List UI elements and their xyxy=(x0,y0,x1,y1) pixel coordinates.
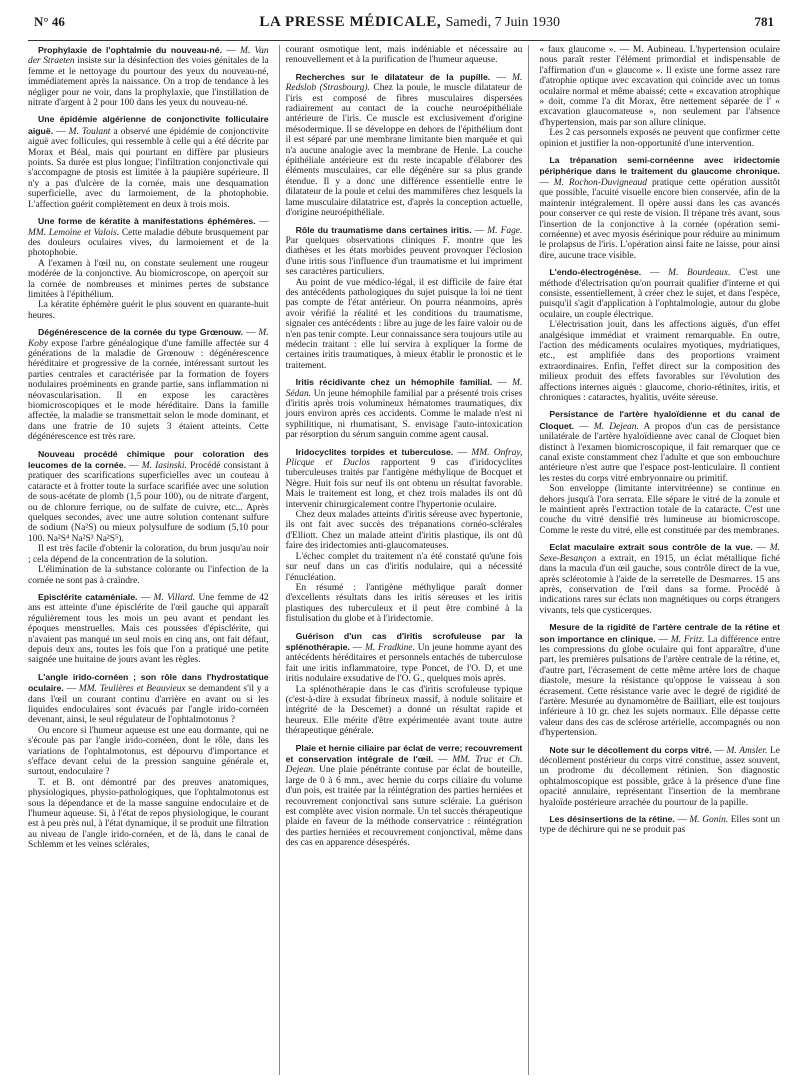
article-paragraph xyxy=(286,510,523,552)
paragraph-text: rapportent 9 cas d'iridocyclites tuberculeuses traités par l'antigène méthylique de Bocquet et Nègre. Huit fois sur neuf ils ont obtenu un résultat favorable. Mais le traitement est long, et chez trois malades ils ont dû intervenir chirurgicalement contre l'hypertonie oculaire. xyxy=(285,458,523,510)
article-title: Episclérite cataméniale. xyxy=(38,591,138,602)
paragraph-text: T. et B. ont démontré par des preuves anatomiques, physiologiques, physio-pathologiques, que l'ophtalmotonus est sous la dépendance et de la masse sanguine endoculaire et de l'humeur aqueuse. Si, à l'état de repos physiologique, le courant est à peu près nul, à l'état dynamique, il se produit une filtration au niveau de l'angle irido-cornéen, et de là, dans le canal de Schlemm et les veines sclérales, xyxy=(28,777,269,851)
paragraph-text: Une femme de 42 ans est atteinte d'une épisclérite de l'œil gauche qui apparaît régulièrement tous les mois un peu avant et pendant les époques menstruelles. Mais ces poussées d'épisclérite, qui n'avaient pas manqué un seul mois en cinq ans, ont fait défaut, depuis deux ans, toutes les fois que l'on a pratiqué une petite saignée une huitaine de jours avant les règles. xyxy=(28,592,269,666)
article-author: M. Koby xyxy=(28,328,269,349)
issue-date: Samedi, 7 Juin 1930 xyxy=(445,15,560,30)
article-section xyxy=(28,114,269,210)
article-paragraph xyxy=(286,552,523,583)
column-2 xyxy=(279,45,530,1075)
article-title: Note sur le décollement du corps vitré. xyxy=(549,744,712,755)
article-paragraph xyxy=(28,565,269,586)
paragraph-text: Un jeune hémophile familial par a présenté trois crises d'iritis après trois volumineux hématomes traumatiques, dix jours environ après ces accidents. Comme le malade n'est ni syphilitique, ni rhumatisant, S. envisage l'auto-intoxication par résorption du sérum sanguin comme agent causal. xyxy=(285,388,523,441)
paragraph-text: Un jeune homme ayant des antécédents héréditaires et personnels entachés de tuberculose fait une iritis inflammatoire, type Poncet, de l'O. D, et une iritis nodulaire exsudative de l'O. G., quelques mois après. xyxy=(285,642,523,685)
article-title: Prophylaxie de l'ophtalmie du nouveau-né. xyxy=(38,45,222,55)
article-title: Guérison d'un cas d'iritis scrofuleuse par la splénothérapie. xyxy=(285,630,523,652)
article-paragraph xyxy=(539,128,780,149)
article-author: M. Rochon-Duvigneaud xyxy=(553,177,647,188)
paragraph-text: Les 2 cas personnels exposés ne peuvent que confirmer cette opinion et justifier la non-opportunité d'une intervention. xyxy=(539,128,780,149)
article-title: Rôle du traumatisme dans certaines iritis. xyxy=(295,224,472,235)
article-section xyxy=(539,814,780,836)
article-paragraph: La trépanation semi-cornéenne avec iridectomie périphérique dans le traitement du glaucome chronique. — M. Rochon-Duvigneaud pratique cette opération aussitôt que possible, l'acuité visuelle encore bien conservée, afin de la maintenir intégralement. Il opère aussi dans les cas avancés pour conserver ce qui reste de vision. Il trépane très avant, sous l'insertion de la conjonctive à la cornée (opération semi-cornéenne) et avec myosis ésérinique pour réduire au minimum le prolapsus de l'iris. L'opération ainsi faite ne laisse, pour ainsi dire, aucune trace visible. xyxy=(539,155,780,261)
paragraph-text: a extrait, en 1915, un éclat métallique fiché dans la macula d'un œil gauche, sous contrôle direct de la vue, après sclérotomie à l'aide de la serretelle de Desmarres. 15 ans après, conservation de l'œil dans sa forme. Procédé à indications rares sur éclats non magnétiques ou corps étrangers vivants, tels que cysticerques. xyxy=(539,553,780,616)
paragraph-text: pratique cette opération aussitôt que possible, l'acuité visuelle encore bien conservée, afin de la maintenir intégralement. Il opère aussi dans les cas avancés pour conserver ce qui reste de vision. Il trépane très avant, sous l'insertion de la conjonctive à la cornée (opération semi-cornéenne) et avec myosis ésérinique pour réduire au minimum le prolapsus de l'iris. L'opération ainsi faite ne laisse, pour ainsi dire, aucune trace visible. xyxy=(539,177,780,261)
article-author: M. Fritz. xyxy=(670,634,705,645)
article-paragraph xyxy=(539,320,780,403)
article-section xyxy=(28,449,269,586)
article-title: Eclat maculaire extrait sous contrôle de la vue. xyxy=(549,542,753,553)
article-section xyxy=(28,327,269,442)
article-paragraph: Episclérite cataméniale. — M. Villard. Une femme de 42 ans est atteinte d'une épisclérite de l'œil gauche qui apparaît régulièrement tous les mois un peu avant et pendant les époques menstruelles. Mais ces poussées d'épisclérite, qui n'avaient pas manqué un seul mois en cinq ans, ont fait défaut, depuis deux ans, toutes les fois que l'on a pratiqué une petite saignée une huitaine de jours avant les règles. xyxy=(28,591,269,666)
article-paragraph xyxy=(539,45,780,128)
article-author: M. Fradkine. xyxy=(364,642,415,653)
paragraph-text: Elles sont un type de déchirure qui ne se produit pas xyxy=(539,815,780,836)
article-title: Les désinsertions de la rétine. xyxy=(549,814,675,825)
article-author: M. Sédan. xyxy=(285,378,523,399)
paragraph-text: A propos d'un cas de persistance unilatérale de l'artère hyaloïdienne avec canal de Cloquet bien distinct à l'examen biomicroscopique, il fait remarquer que ce canal existe constamment chez l'adulte et que son embouchure antérieure n'est autre que l'espace post-lenticulaire. Il contient les restes du corps vitré embryonnaire ou primitif. xyxy=(539,421,780,484)
article-author: MM. Lemoine et Valois. xyxy=(28,227,120,238)
article-paragraph: Iritis récidivante chez un hémophile familial. — M. Sédan. Un jeune hémophile familial par a présenté trois crises d'iritis après trois volumineux hématomes traumatiques, dix jours environ après ces accidents. Comme le malade n'est ni syphilitique, ni rhumatisant, S. envisage l'auto-intoxication par résorption du sérum sanguin comme agent causal. xyxy=(285,377,523,441)
paragraph-text: La splénothérapie dans le cas d'iritis scrofuleuse typique (c'est-à-dire à exsudat fibrineux massif, à nodule solitaire et intégrité de la Descemet) a donné un résultat rapide et heureux. Elle mérite d'être expérimentée avant toute autre thérapeutique générale. xyxy=(285,684,523,737)
paragraph-text: a observé une épidémie de conjonctivite aiguë avec follicules, qui ressemble à celle qui a été décrite par Morax et Béal, mais qui pourtant en diffère par plusieurs points. Sa durée est plus longue; l'infiltration conjonctivale qui s'accompagne de ptosis est limitée à la paupière supérieure. Il n'y a pas d'ulcère de la cornée, mais une desquamation superficielle, avec du larmoiement, de la photophobie. L'affection guérit complètement en deux à trois mois. xyxy=(28,126,269,210)
paragraph-text: Il est très facile d'obtenir la coloration, du brun jusqu'au noir ; cela dépend de la concentration de la solution. xyxy=(28,544,269,565)
paragraph-text: La différence entre les compressions du globe oculaire qui font apparaître, d'une part, les premières pulsations de l'artère centrale de la rétine, et, d'autre part, l'écrasement de cette même artère lors de chaque diastole, mesure la résistance qu'oppose le vaisseau à son écrasement. Cette résistance varie avec le degré de rigidité de l'artère. Mesurée au dynamomètre de Bailliart, elle est toujours inférieure à 10 gr. chez les sujets normaux. Elle dépasse cette valeur dans des cas de sclérose artérielle, accompagnés ou non d'hypertension. xyxy=(539,634,780,739)
paragraph-text: La kératite éphémère guérit le plus souvent en quarante-huit heures. xyxy=(28,300,269,321)
article-section xyxy=(28,45,269,108)
article-title: Une forme de kératite à manifestations éphémères. xyxy=(38,216,256,227)
article-paragraph: Note sur le décollement du corps vitré. — M. Amsler. Le décollement postérieur du corps vitré constitue, assez souvent, un prodrome du décollement rétinien. Son diagnostic ophtalmoscopique est possible, grâce à la présence d'une fine opacité annulaire, représentant l'insertion de la membrane hyaloïde postérieure arrachée du pourtour de la papille. xyxy=(539,744,780,808)
article-paragraph xyxy=(286,583,523,625)
paragraph-text: expose l'arbre généalogique d'une famille affectée sur 4 générations de la maladie de Grœnouw : dégénérescence héréditaire et progressive de la cornée, intéressant surtout les parties centrales et caractérisée par la formation de foyers nodulaires proéminents en grande partie, sans inflammation ni néovascularisation. Il en expose les caractères biomicroscopiques et le mode héréditaire. Dans la famille affectée, la maladie se transmettait selon le mode dominant, et dans une fratrie de 10 sujets 3 étaient atteints. Cette dégénérescence est très rare. xyxy=(28,338,269,443)
article-section xyxy=(539,155,780,261)
article-paragraph: Eclat maculaire extrait sous contrôle de la vue. — M. Sexe-Besançon a extrait, en 1915, un éclat métallique fiché dans la macula d'un œil gauche, sous contrôle direct de la vue, après sclérotomie à l'aide de la serretelle de Desmarres. 15 ans après, conservation de l'œil dans sa forme. Procédé à indications rares sur éclats non magnétiques ou corps étrangers vivants, tels que cysticerques. xyxy=(539,542,780,616)
article-section xyxy=(286,45,523,66)
article-section xyxy=(539,409,780,536)
paragraph-text: En résumé : l'antigène méthylique paraît donner d'excellents résultats dans les iritis séreuses et les iritis plastiques des tuberculeux et il peut être combiné à la fistulisation du globe et à l'iridectomie. xyxy=(285,582,523,625)
column-1 xyxy=(28,45,269,1075)
article-paragraph: Plaie et hernie ciliaire par éclat de verre; recouvrement et conservation intégrale de l'œil. — MM. Truc et Ch. Dejean. Une plaie pénétrante contuse par éclat de bouteille, large de 0 à 6 mm., avec hernie du corps ciliaire du volume d'un pois, est traitée par la réintégration des parties herniées et recouvrement conjonctival sans suture scléraie. La guérison est complète avec vision normale. Un tel succès thérapeutique plaide en faveur de la méthode conservatrice : réintégration des parties herniées et recouvrement conjonctival, même dans des cas en apparence désespérés. xyxy=(285,742,523,849)
journal-title: LA PRESSE MÉDICALE, xyxy=(259,14,442,30)
article-title: La trépanation semi-cornéenne avec iridectomie périphérique dans le traitement du glaucome chronique. xyxy=(539,155,780,177)
article-paragraph xyxy=(28,544,269,565)
article-paragraph: Les désinsertions de la rétine. — M. Gonin. Elles sont un type de déchirure qui ne se produit pas xyxy=(539,814,780,836)
article-title: Iritis récidivante chez un hémophile familial. xyxy=(295,377,493,388)
article-title: Mesure de la rigidité de l'artère centrale de la rétine et son importance en clinique. xyxy=(539,622,780,644)
article-paragraph: Iridocyclites torpides et tuberculose. — MM. Onfray, Plicque et Duclos rapportent 9 cas d'iridocyclites tuberculeuses traités par l'antigène méthylique de Bocquet et Nègre. Huit fois sur neuf ils ont obtenu un résultat favorable. Mais le traitement est long, et chez trois malades ils ont dû intervenir chirurgicalement contre l'hypertonie oculaire. xyxy=(285,446,523,510)
article-author: M. Amsler. xyxy=(726,745,768,756)
paragraph-text: Chez la poule, le muscle dilatateur de l'iris est composé de fibres musculaires dispersées radiairement au contact de la couche neuroépithéliale antérieure de l'iris. Ce muscle est exclusivement d'origine mésodermique. Il se développe en dehors de l'épithélium dont il est séparé par une membrane limitante bien marquée et qui n'a aucune analogie avec la membrane de Henle. La couche épithéliale antérieure est du reste incapable d'élaborer des éléments musculaires, car elle dégénère sur sa plus grande étendue. Il y a donc une différence essentielle entre le dilatateur de la poule et celui des mammifères chez lesquels la lame musculaire dilatatrice est, d'après la conception actuelle, d'origine neuroépithéliale. xyxy=(285,83,523,219)
paragraph-text: Le décollement postérieur du corps vitré constitue, assez souvent, un prodrome du décollement rétinien. Son diagnostic ophtalmoscopique est possible, grâce à la présence d'une fine opacité annulaire, représentant l'insertion de la membrane hyaloïde postérieure arrachée du pourtour de la papille. xyxy=(539,745,780,808)
journal-masthead xyxy=(259,14,560,31)
newspaper-page xyxy=(28,14,780,1075)
page-header xyxy=(28,14,780,40)
paragraph-text: Chez deux malades atteints d'iritis séreuse avec hypertonie, ils ont fait avec succès des trépanations cornéo-sclérales d'Elliott. Chez un malade atteint d'iritis plastique, ils ont dû faire des iridectomies anti-glaucomateuses. xyxy=(285,510,523,552)
article-author: M. Bourdeaux. xyxy=(668,268,731,279)
article-section xyxy=(28,672,269,851)
article-title: Plaie et hernie ciliaire par éclat de verre; recouvrement et conservation intégrale de l'œil. xyxy=(285,742,523,764)
paragraph-text: « faux glaucome ». — M. Aubineau. L'hypertension oculaire nous paraît rester l'élément primordial et indispensable de l'affirmation d'un « glaucome ». Il existe une forme assez rare d'atrophie optique avec excavation qui coïncide avec un tonus oculaire normal et même abaissé; cette « excavation atrophique » doit, comme l'a dit Morax, être nettement séparée de l' « excavation glaucomateuse », non seulement par l'absence d'hypertension, mais par son allure clinique. xyxy=(539,45,780,128)
article-section xyxy=(539,267,780,403)
article-section xyxy=(286,377,523,440)
article-paragraph xyxy=(286,685,523,737)
article-title: Dégénérescence de la cornée du type Grœnouw. xyxy=(38,327,243,338)
article-author: M. Sexe-Besançon xyxy=(539,543,780,564)
article-paragraph: Une forme de kératite à manifestations éphémères. — MM. Lemoine et Valois. Cette maladie débute brusquement par des douleurs oculaires vives, du larmoiement et de la photophobie. xyxy=(28,216,269,259)
article-section xyxy=(286,225,523,372)
article-title: L'angle irido-cornéen ; son rôle dans l'hydrostatique oculaire. xyxy=(28,671,269,694)
article-columns xyxy=(28,45,780,1075)
article-section xyxy=(286,447,523,625)
paragraph-text: Ou encore si l'humeur aqueuse est une eau dormante, qui ne s'écoule pas par l'angle irido-cornéen, dont le rôle, dans les variations de l'ophtalmotonus, est dépourvu d'importance et s'efface devant celui de la pression sanguine générale et, surtout, endoculaire ? xyxy=(28,725,269,778)
article-title: Recherches sur le dilatateur de la pupille. xyxy=(295,71,491,82)
article-section xyxy=(286,743,523,849)
article-author: MM. Teulières et Beauvieux xyxy=(78,684,186,695)
paragraph-text: Au point de vue médico-légal, il est difficile de faire état des antécédents pathologiques du sujet puisque la loi ne tient pas compte de l'état antérieur. On pourra néanmoins, après avoir vérifié la réalité et les conditions du traumatisme, signaler ces antécédents : libre au juge de les faire valoir ou de n'en pas tenir compte. Leur connaissance sera toujours utile au médecin traitant : elle lui servira à expliquer la forme de certaines iritis traumatiques, à mieux établir le pronostic et le traitement. xyxy=(285,277,523,371)
paragraph-text: courant osmotique lent, mais indéniable et nécessaire au renouvellement et à la purification de l'humeur aqueuse. xyxy=(285,45,523,66)
article-author: MM. Onfray, Plicque et Duclos xyxy=(285,447,523,469)
article-paragraph: L'angle irido-cornéen ; son rôle dans l'hydrostatique oculaire. — MM. Teulières et Beauvieux se demandent s'il y a dans l'œil un courant continu d'arrière en avant ou si les liquides endoculaires sont évacués par l'angle irido-cornéen devenant, ainsi, le seul régulateur de l'ophtalmotonus ? xyxy=(28,671,269,726)
article-section xyxy=(28,216,269,321)
paragraph-text: C'est une méthode d'électrisation qu'on pourrait qualifier d'interne et qui consiste, essentiellement, à créer chez le sujet, et dans l'espèce, puisqu'il s'agit d'application à l'ophtalmologie, autour du globe oculaire, un couple électrique. xyxy=(539,268,780,320)
article-section xyxy=(539,745,780,808)
paragraph-text: se demandent s'il y a dans l'œil un courant continu d'arrière en avant ou si les liquides endoculaires sont évacués par l'angle irido-cornéen devenant, ainsi, le seul régulateur de l'ophtalmotonus ? xyxy=(28,684,269,726)
article-author: M. Iasinski. xyxy=(141,461,187,472)
article-paragraph xyxy=(286,45,523,66)
article-section xyxy=(539,622,780,738)
article-paragraph xyxy=(286,278,523,372)
article-author: M. Gonin. xyxy=(689,815,729,826)
paragraph-text: Par quelques observations cliniques F. montre que les diathèses et les états morbides peuvent provoquer l'éclosion d'une iritis sous l'influence d'un traumatisme et lui impriment ses caractères particuliers. xyxy=(285,235,523,278)
article-author: M. Van der Straeten xyxy=(28,46,269,67)
article-author: MM. Truc et Ch. Dejean. xyxy=(285,755,523,776)
article-section xyxy=(286,72,523,219)
page-number: 781 xyxy=(754,14,774,29)
article-paragraph xyxy=(28,778,269,851)
article-author: M. Fage. xyxy=(487,225,523,236)
article-section xyxy=(539,45,780,149)
article-paragraph: Dégénérescence de la cornée du type Grœnouw. — M. Koby expose l'arbre généalogique d'une famille affectée sur 4 générations de la maladie de Grœnouw : dégénérescence héréditaire et progressive de la cornée, intéressant surtout les parties centrales et caractérisée par la formation de foyers nodulaires proéminents en grande partie, sans inflammation ni néovascularisation. Il en expose les caractères biomicroscopiques et le mode héréditaire. Dans la famille affectée, la maladie se transmettait selon le mode dominant, et dans une fratrie de 10 sujets 3 étaient atteints. Cette dégénérescence est très rare. xyxy=(28,327,269,443)
article-author: M. Redslob (Strasbourg). xyxy=(285,72,523,94)
paragraph-text: Cette maladie débute brusquement par des douleurs oculaires vives, du larmoiement et de la photophobie. xyxy=(28,227,269,259)
article-section xyxy=(539,542,780,616)
article-author: M. Toulant xyxy=(68,126,111,137)
article-paragraph: Nouveau procédé chimique pour coloration des leucomes de la cornée. — M. Iasinski. Procédé consistant à pratiquer des scarifications superficielles avec un couteau à cataracte et à frotter toute la surface scarifiée avec une solution de sous-acétate de plomb (1,5 pour 100), ou de nitrate d'argent, ou de chlorure ferrique, ou de sulfate de cuivre, etc... Après quelques secondes, avec une autre solution contenant sulfure de sodium (Na²S) ou mieux polysulfure de sodium (5,10 pour 100. Na²S⁴ Na²S³ Na²S⁵). xyxy=(28,448,269,544)
article-paragraph xyxy=(28,726,269,778)
article-title: Iridocyclites torpides et tuberculose. xyxy=(295,446,454,457)
article-paragraph: Rôle du traumatisme dans certaines iritis. — M. Fage. Par quelques observations cliniques F. montre que les diathèses et les états morbides peuvent provoquer l'éclosion d'une iritis sous l'influence d'un traumatisme et lui impriment ses caractères particuliers. xyxy=(285,224,523,278)
paragraph-text: Son enveloppe (limitante intervitréenne) se continue en dehors jusqu'à l'ora serrata. Elle sépare le vitré de la zonule et le maintient après l'extraction totale de la cataracte. C'est une couche du vitré densifié très lumineuse au biomicroscope. Comme le reste du vitré, elle est constituée par des membranes. xyxy=(539,484,780,536)
paragraph-text: Une plaie pénétrante contuse par éclat de bouteille, large de 0 à 6 mm., avec hernie du corps ciliaire du volume d'un pois, est traitée par la réintégration des parties herniées et recouvrement conjonctival sans suture scléraie. La guérison est complète avec vision normale. Un tel succès thérapeutique plaide en faveur de la méthode conservatrice : réintégration des parties herniées et recouvrement conjonctival, même dans des cas en apparence désespérés. xyxy=(285,765,523,849)
paragraph-text: A l'examen à l'œil nu, on constate seulement une rougeur modérée de la conjonctive. Au biomicroscope, on aperçoit sur la cornée de nombreuses et minimes pertes de substance limitées à l'épithélium. xyxy=(28,258,269,300)
paragraph-text: insiste sur la désinfection des voies génitales de la femme et le nettoyage du pourtour des yeux du nouveau-né, immédiatement après la naissance. On a trop de tendance à les négliger pour ne voir, dans la prophylaxie, que l'instillation de nitrate d'argent à 2 pour 100 dans les yeux du nouveau-né. xyxy=(28,56,269,109)
header-rule xyxy=(28,40,780,41)
article-paragraph xyxy=(28,259,269,301)
article-title: Une épidémie algérienne de conjonctivite folliculaire aiguë. xyxy=(28,114,269,136)
paragraph-text: Procédé consistant à pratiquer des scarifications superficielles avec un couteau à cataracte et à frotter toute la surface scarifiée avec une solution de sous-acétate de plomb (1,5 pour 100), ou de nitrate d'argent, ou de chlorure ferrique, ou de sulfate de cuivre, etc... Après quelques secondes, avec une autre solution contenant sulfure de sodium (Na²S) ou mieux polysulfure de sodium (5,10 pour 100. Na²S⁴ Na²S³ Na²S⁵). xyxy=(28,461,269,544)
article-paragraph: Mesure de la rigidité de l'artère centrale de la rétine et son importance en clinique. — M. Fritz. La différence entre les compressions du globe oculaire qui font apparaître, d'une part, les premières pulsations de l'artère centrale de la rétine, et, d'autre part, l'écrasement de cette même artère lors de chaque diastole, mesure la résistance qu'oppose le vaisseau à son écrasement. Cette résistance varie avec le degré de rigidité de l'artère. Mesurée au dynamomètre de Bailliart, elle est toujours inférieure à 10 gr. chez les sujets normaux. Elle dépasse cette valeur dans des cas de sclérose artérielle, accompagnés ou non d'hypertension. xyxy=(539,622,780,739)
column-3 xyxy=(539,45,780,1075)
article-paragraph xyxy=(539,484,780,536)
article-section xyxy=(28,592,269,666)
issue-number: N° 46 xyxy=(34,14,65,29)
paragraph-text: L'électrisation jouit, dans les affections aiguës, d'un effet analgésique immédiat et vraiment remarquable. En outre, l'action des médicaments oculaires myotiques, mydriatiques, etc., est amplifiée dans des proportions vraiment extraordinaires. Enfin, l'effet direct sur la composition des milieux produit des effets favorables sur l'évolution des affections internes aiguës : glaucome, chorio-rétinites, iritis, et chroniques : cataractes, hyalitis, uvéite séreuse. xyxy=(539,320,780,403)
article-paragraph xyxy=(28,300,269,321)
article-paragraph: Guérison d'un cas d'iritis scrofuleuse par la splénothérapie. — M. Fradkine. Un jeune homme ayant des antécédents héréditaires et personnels entachés de tuberculose fait une iritis inflammatoire, type Poncet, de l'O. D, et une iritis nodulaire exsudative de l'O. G., quelques mois après. xyxy=(285,630,523,685)
paragraph-text: L'échec complet du traitement n'a été constaté qu'une fois sur neuf dans un cas d'iritis nodulaire, qui a nécessité l'énucléation. xyxy=(285,551,523,583)
article-title: Nouveau procédé chimique pour coloration des leucomes de la cornée. xyxy=(28,448,269,471)
article-paragraph: L'endo-électrogénèse. — M. Bourdeaux. C'est une méthode d'électrisation qu'on pourrait qualifier d'interne et qui consiste, essentiellement, à créer chez le sujet, et dans l'espèce, puisqu'il s'agit d'application à l'ophtalmologie, autour du globe oculaire, un couple électrique. xyxy=(539,267,780,320)
article-title: L'endo-électrogénèse. xyxy=(549,267,642,278)
article-author: M. Villard. xyxy=(153,592,196,603)
article-author: M. Dejean. xyxy=(593,421,639,432)
article-paragraph: Persistance de l'artère hyaloïdienne et du canal de Cloquet. — M. Dejean. A propos d'un cas de persistance unilatérale de l'artère hyaloïdienne avec canal de Cloquet bien distinct à l'examen biomicroscopique, il fait remarquer que ce canal existe constamment chez l'adulte et que son embouchure antérieure n'est autre que l'espace post-lenticulaire. Il contient les restes du corps vitré embryonnaire ou primitif. xyxy=(539,409,780,484)
article-title: Persistance de l'artère hyaloïdienne et du canal de Cloquet. xyxy=(539,409,780,431)
article-paragraph: Prophylaxie de l'ophtalmie du nouveau-né. — M. Van der Straeten insiste sur la désinfection des voies génitales de la femme et le nettoyage du pourtour des yeux du nouveau-né, immédiatement après la naissance. On a trop de tendance à les négliger pour ne voir, dans la prophylaxie, que l'instillation de nitrate d'argent à 2 pour 100 dans les yeux du nouveau-né. xyxy=(28,45,269,109)
article-paragraph: Une épidémie algérienne de conjonctivite folliculaire aiguë. — M. Toulant a observé une épidémie de conjonctivite aiguë avec follicules, qui ressemble à celle qui a été décrite par Morax et Béal, mais qui pourtant en diffère par plusieurs points. Sa durée est plus longue; l'infiltration conjonctivale qui s'accompagne de ptosis est limitée à la paupière supérieure. Il n'y a pas d'ulcère de la cornée, mais une desquamation superficielle, avec du larmoiement, de la photophobie. L'affection guérit complètement en deux à trois mois. xyxy=(28,114,269,210)
paragraph-text: L'élimination de la substance colorante ou l'infection de la cornée ne sont pas à craindre. xyxy=(28,565,269,586)
article-section xyxy=(286,631,523,737)
article-paragraph: Recherches sur le dilatateur de la pupille. — M. Redslob (Strasbourg). Chez la poule, le muscle dilatateur de l'iris est composé de fibres musculaires dispersées radiairement au contact de la couche neuroépithéliale antérieure de l'iris. Ce muscle est exclusivement d'origine mésodermique. Il se développe en dehors de l'épithélium dont il est séparé par une membrane limitante bien marquée et qui n'a aucune analogie avec la membrane de Henle. La couche épithéliale antérieure est du reste incapable d'élaborer des éléments musculaires, car elle dégénère sur sa plus grande étendue. Il y a donc une différence essentielle entre le dilatateur de la poule et celui des mammifères chez lesquels la lame musculaire dilatatrice est, d'après la conception actuelle, d'origine neuroépithéliale. xyxy=(285,71,523,219)
